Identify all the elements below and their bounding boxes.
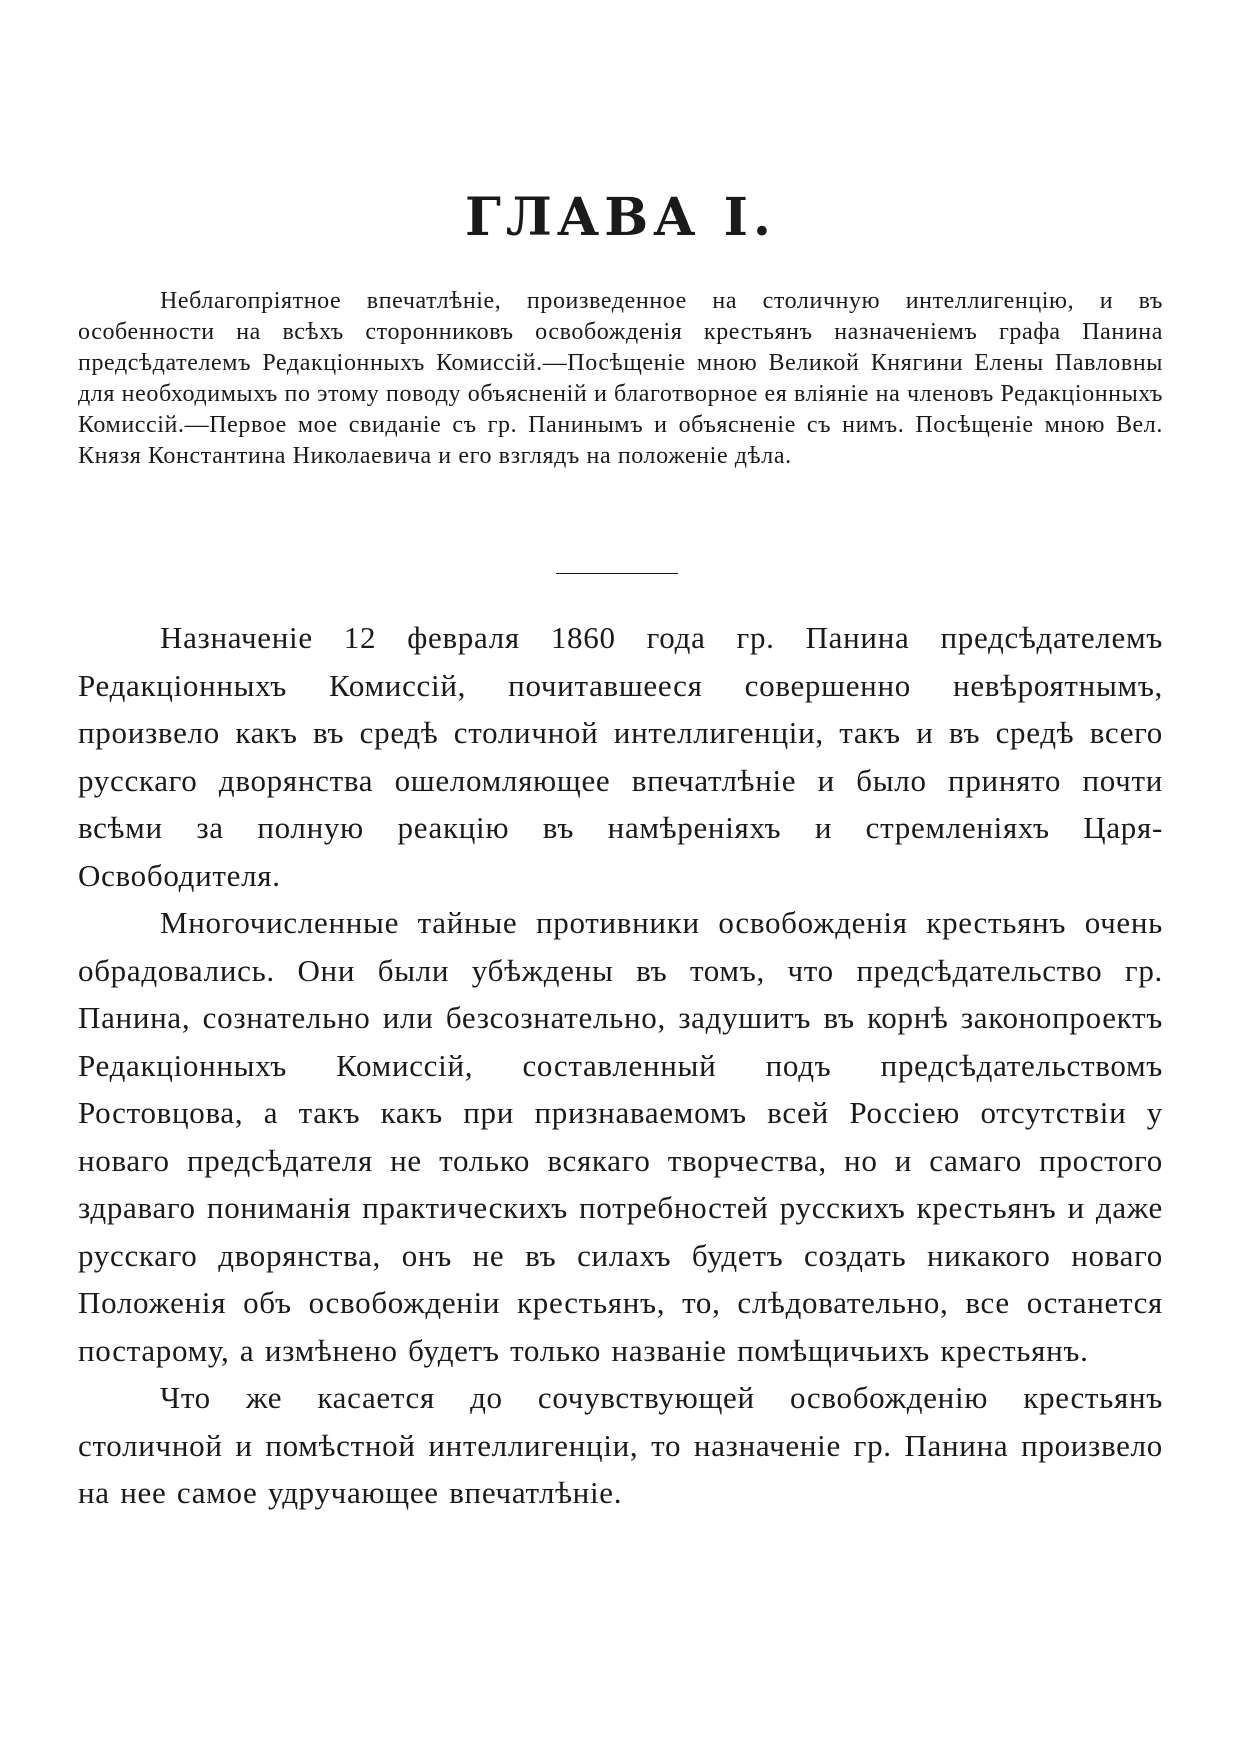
- body-paragraph: Назначеніе 12 февраля 1860 года гр. Панина предсѣдателемъ Редакціонныхъ Комиссій, почитавшееся совершенно невѣроятнымъ, произвело какъ въ средѣ столичной интеллигенціи, такъ и въ средѣ всего русскаго дворянства ошеломляющее впечатлѣніе и было принято почти всѣми за полную реакцію въ намѣреніяхъ и стремленіяхъ Царя-Освободителя.: [78, 620, 1163, 893]
- chapter-title: ГЛАВА I.: [464, 187, 777, 248]
- body-paragraph: Многочисленные тайные противники освобожденія крестьянъ очень обрадовались. Они были убѣждены въ томъ, что предсѣдательство гр. Панина, сознательно или безсознательно, задушитъ въ корнѣ законопроектъ Редакціонныхъ Комиссій, составленный подъ предсѣдательствомъ Ростовцова, а такъ какъ при признаваемомъ всей Россіею отсутствіи у новаго предсѣдателя не только всякаго творчества, но и самаго простого здраваго пониманія практическихъ потребностей русскихъ крестьянъ и даже русскаго дворянства, онъ не въ силахъ будетъ создать никакого новаго Положенія объ освобожденіи крестьянъ, то, слѣдовательно, все останется постарому, а измѣнено будетъ только названіе помѣщичьихъ крестьянъ.: [78, 905, 1163, 1368]
- chapter-body: [78, 614, 1163, 1517]
- chapter-summary: Неблагопріятное впечатлѣніе, произведенное на столичную интеллигенцію, и въ особенности на всѣхъ сторонниковъ освобожденія крестьянъ назначеніемъ графа Панина предсѣдателемъ Редакціонныхъ Комиссій.—Посѣщеніе мною Великой Княгини Елены Павловны для необходимыхъ по этому поводу объясненій и благотворное ея вліяніе на членовъ Редакціонныхъ Комиссій.—Первое мое свиданіе съ гр. Панинымъ и объясненіе съ нимъ. Посѣщеніе мною Вел. Князя Константина Николаевича и его взглядъ на положеніе дѣла.: [78, 288, 1163, 469]
- section-divider: [556, 573, 678, 574]
- body-paragraph: Что же касается до сочувствующей освобожденію крестьянъ столичной и помѣстной интеллигенціи, то назначеніе гр. Панина произвело на нее самое удручающее впечатлѣніе.: [78, 1380, 1163, 1510]
